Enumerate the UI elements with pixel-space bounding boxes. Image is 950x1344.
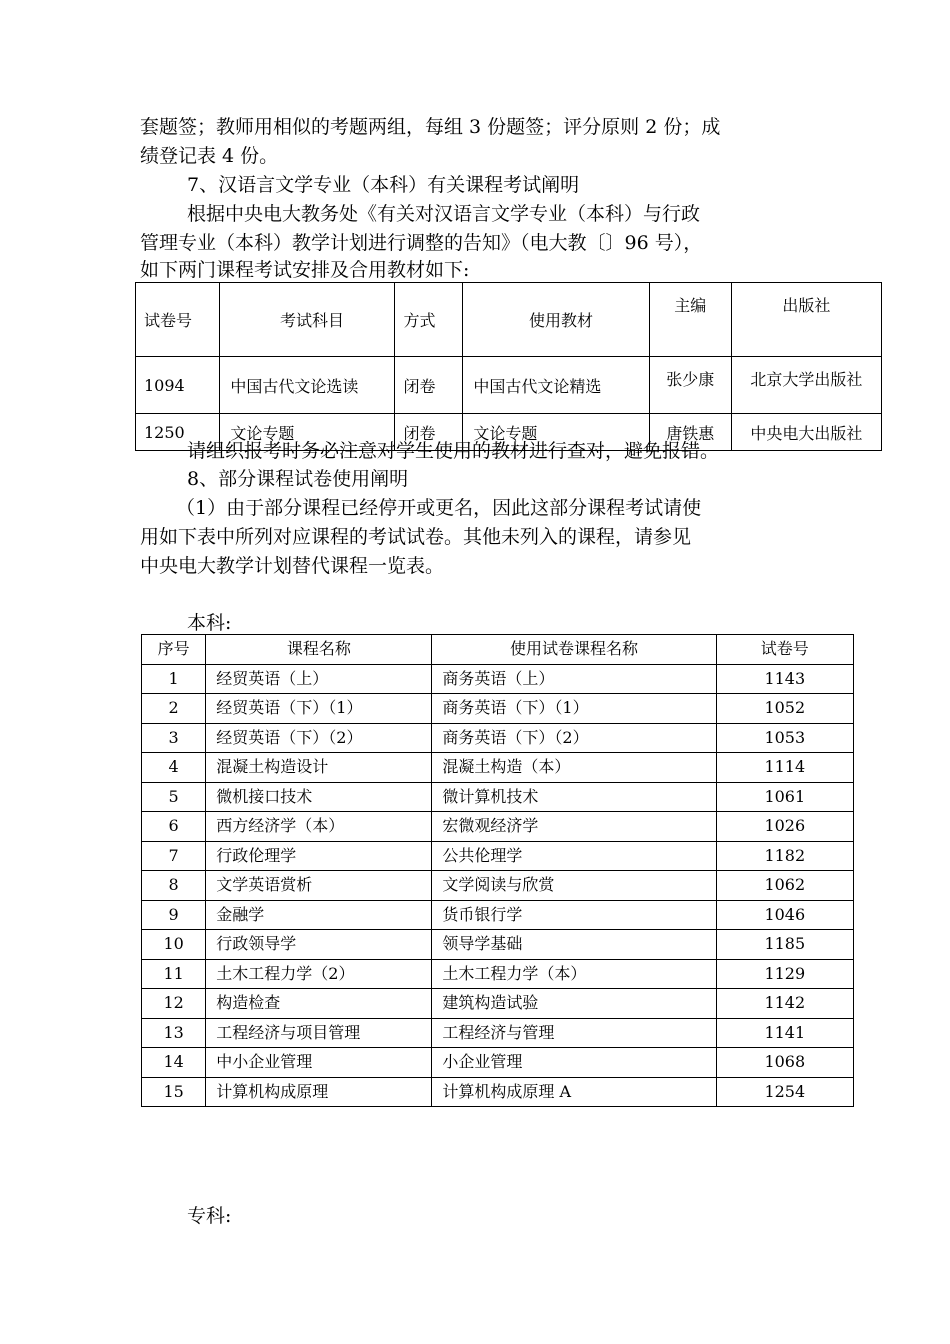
table-row (142, 782, 854, 812)
table-cell: 混凝土构造（本） (432, 753, 716, 783)
table-cell: 1182 (716, 841, 853, 871)
paragraph-line: 绩登记表 4 份。 (140, 145, 279, 167)
table-cell: 4 (142, 753, 206, 783)
table-cell: 7 (142, 841, 206, 871)
table-row (142, 959, 854, 989)
table-cell: 13 (142, 1018, 206, 1048)
table-cell: 计算机构成原理 A (432, 1077, 716, 1107)
table-row (142, 1077, 854, 1107)
table-cell: 微计算机技术 (432, 782, 716, 812)
header-cell: 主编 (649, 283, 731, 357)
table-cell: 经贸英语（上） (206, 664, 432, 694)
table-cell: 1046 (716, 900, 853, 930)
header-cell: 出版社 (731, 283, 881, 357)
table-cell: 宏微观经济学 (432, 812, 716, 842)
table-cell: 土木工程力学（2） (206, 959, 432, 989)
table-header-row (136, 283, 882, 357)
table-cell: 8 (142, 871, 206, 901)
table-cell: 工程经济与项目管理 (206, 1018, 432, 1048)
table-cell: 11 (142, 959, 206, 989)
textbook-table (135, 282, 882, 451)
table-cell: 1094 (136, 357, 220, 414)
table-cell: 商务英语（下）（1） (432, 694, 716, 724)
table-cell: 混凝土构造设计 (206, 753, 432, 783)
paragraph-line: 请组织报考时务必注意对学生使用的教材进行查对，避免报错。 (187, 440, 720, 462)
table-cell: 文学英语赏析 (206, 871, 432, 901)
table-cell: 小企业管理 (432, 1048, 716, 1078)
table-cell: 1 (142, 664, 206, 694)
paragraph-line: 根据中央电大教务处《有关对汉语言文学专业（本科）与行政 (187, 203, 701, 225)
table-cell: 中央电大出版社 (731, 414, 881, 451)
paragraph-line: 用如下表中所列对应课程的考试试卷。其他未列入的课程，请参见 (140, 526, 692, 548)
table-cell: 行政领导学 (206, 930, 432, 960)
table-cell: 6 (142, 812, 206, 842)
benke-label: 本科: (187, 612, 232, 634)
table-cell: 公共伦理学 (432, 841, 716, 871)
table-cell: 商务英语（下）（2） (432, 723, 716, 753)
paragraph-line: （1）由于部分课程已经停开或更名，因此这部分课程考试请使 (176, 497, 702, 519)
table-cell: 建筑构造试验 (432, 989, 716, 1019)
table-cell: 1143 (716, 664, 853, 694)
table-cell: 商务英语（上） (432, 664, 716, 694)
header-cell: 使用试卷课程名称 (432, 635, 716, 665)
table-cell: 1053 (716, 723, 853, 753)
table-cell: 5 (142, 782, 206, 812)
table-cell: 闭卷 (394, 414, 463, 451)
table-cell: 行政伦理学 (206, 841, 432, 871)
table-cell: 中国古代文论精选 (463, 357, 649, 414)
table-row (142, 812, 854, 842)
zhuanke-label: 专科: (187, 1205, 232, 1227)
table-cell: 1141 (716, 1018, 853, 1048)
table-row (142, 723, 854, 753)
table-cell: 货币银行学 (432, 900, 716, 930)
table-cell: 1114 (716, 753, 853, 783)
header-cell: 试卷号 (716, 635, 853, 665)
table-cell: 15 (142, 1077, 206, 1107)
table-cell: 1142 (716, 989, 853, 1019)
table-cell: 2 (142, 694, 206, 724)
table-cell: 1129 (716, 959, 853, 989)
table-row (142, 753, 854, 783)
table-cell: 北京大学出版社 (731, 357, 881, 414)
table-body (142, 664, 854, 1107)
header-cell: 考试科目 (220, 283, 394, 357)
section-8-title: 8、部分课程试卷使用阐明 (187, 468, 409, 490)
table-row (136, 357, 882, 414)
table-cell: 文论专题 (220, 414, 394, 451)
table-header-row (142, 635, 854, 665)
header-cell: 方式 (394, 283, 463, 357)
table-cell: 土木工程力学（本） (432, 959, 716, 989)
table-row (142, 694, 854, 724)
table-cell: 文论专题 (463, 414, 649, 451)
header-cell: 使用教材 (463, 283, 649, 357)
table-cell: 12 (142, 989, 206, 1019)
table-cell: 10 (142, 930, 206, 960)
table-cell: 闭卷 (394, 357, 463, 414)
table-row (142, 989, 854, 1019)
table-cell: 西方经济学（本） (206, 812, 432, 842)
table-cell: 14 (142, 1048, 206, 1078)
table-row (142, 900, 854, 930)
table-cell: 金融学 (206, 900, 432, 930)
section-7-title: 7、汉语言文学专业（本科）有关课程考试阐明 (187, 174, 580, 196)
table-cell: 文学阅读与欣赏 (432, 871, 716, 901)
table-row (142, 871, 854, 901)
table-cell: 经贸英语（下）（2） (206, 723, 432, 753)
table-cell: 微机接口技术 (206, 782, 432, 812)
table-row (142, 841, 854, 871)
replacement-table (141, 634, 854, 1107)
paragraph-line: 套题签；教师用相似的考题两组，每组 3 份题签；评分原则 2 份；成 (140, 116, 721, 138)
table-cell: 9 (142, 900, 206, 930)
paragraph-line: 中央电大教学计划替代课程一览表。 (140, 555, 445, 577)
table-row (142, 930, 854, 960)
table-cell: 1062 (716, 871, 853, 901)
table-row (142, 1018, 854, 1048)
header-cell: 课程名称 (206, 635, 432, 665)
table-cell: 1250 (136, 414, 220, 451)
table-cell: 计算机构成原理 (206, 1077, 432, 1107)
table-cell: 经贸英语（下）（1） (206, 694, 432, 724)
table-cell: 领导学基础 (432, 930, 716, 960)
table-cell: 唐铁惠 (649, 414, 731, 451)
header-cell: 序号 (142, 635, 206, 665)
table-row (142, 1048, 854, 1078)
header-cell: 试卷号 (136, 283, 220, 357)
table-cell: 1052 (716, 694, 853, 724)
table-cell: 张少康 (649, 357, 731, 414)
table-cell: 1068 (716, 1048, 853, 1078)
table-cell: 1026 (716, 812, 853, 842)
paragraph-line: 管理专业（本科）教学计划进行调整的告知》（电大教〔〕96 号）， (140, 232, 703, 254)
table-cell: 构造检查 (206, 989, 432, 1019)
paragraph-line: 如下两门课程考试安排及合用教材如下: (140, 259, 470, 281)
table-cell: 1185 (716, 930, 853, 960)
table-cell: 中国古代文论选读 (220, 357, 394, 414)
table-cell: 1061 (716, 782, 853, 812)
table-cell: 3 (142, 723, 206, 753)
table-row (142, 664, 854, 694)
table-cell: 中小企业管理 (206, 1048, 432, 1078)
table-cell: 1254 (716, 1077, 853, 1107)
table-cell: 工程经济与管理 (432, 1018, 716, 1048)
